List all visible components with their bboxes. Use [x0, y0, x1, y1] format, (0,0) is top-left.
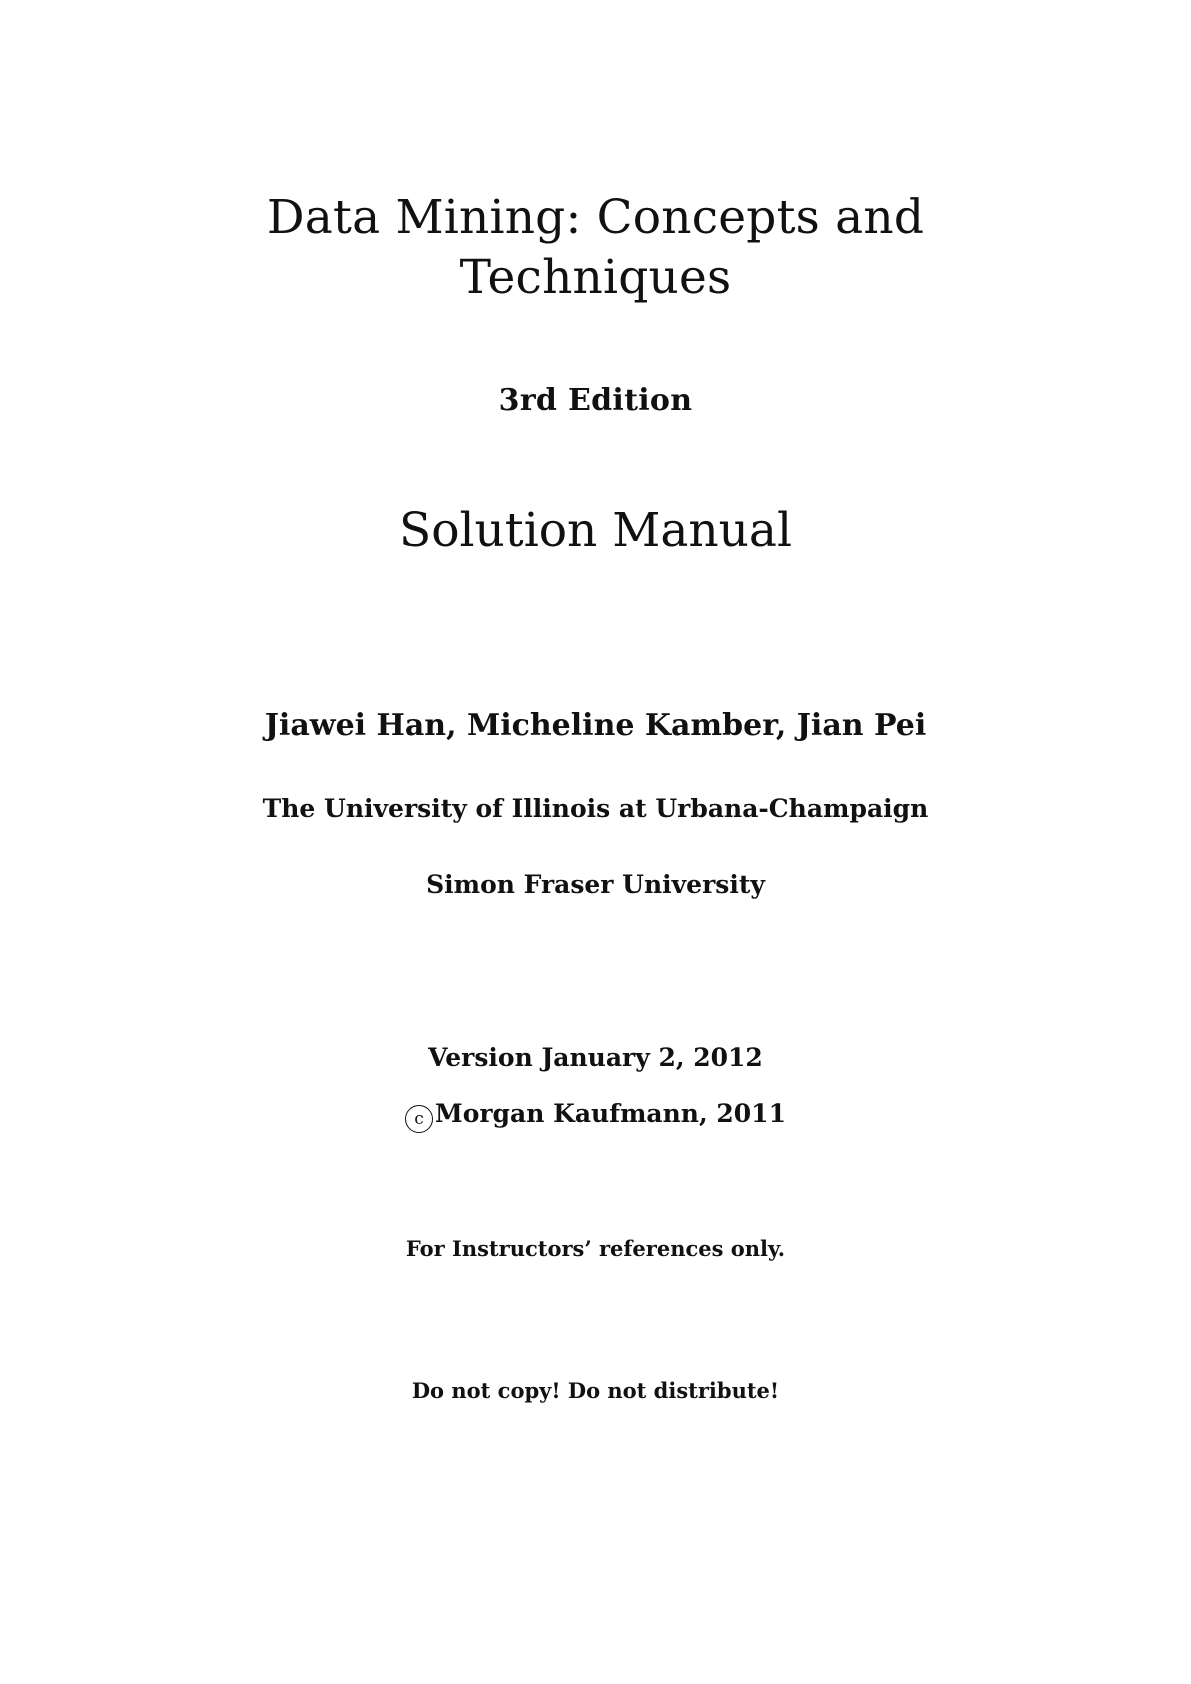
copyright-icon: c — [405, 1105, 433, 1133]
version-date: Version January 2, 2012 — [428, 1043, 763, 1072]
affiliation-sfu: Simon Fraser University — [426, 870, 765, 899]
document-title — [0, 188, 1191, 308]
distribution-warning: Do not copy! Do not distribute! — [411, 1378, 780, 1403]
instructor-notice: For Instructors’ references only. — [405, 1236, 786, 1261]
author-list: Jiawei Han, Micheline Kamber, Jian Pei — [264, 708, 927, 743]
document-subtitle: Solution Manual — [399, 503, 792, 558]
document-title-line-1: Data Mining: Concepts and — [266, 190, 925, 245]
edition-label: 3rd Edition — [498, 383, 693, 418]
copyright-line — [0, 1099, 1191, 1133]
document-title-line-2: Techniques — [459, 250, 732, 305]
affiliation-uiuc: The University of Illinois at Urbana-Champaign — [262, 794, 929, 823]
copyright-text: Morgan Kaufmann, 2011 — [435, 1099, 786, 1128]
